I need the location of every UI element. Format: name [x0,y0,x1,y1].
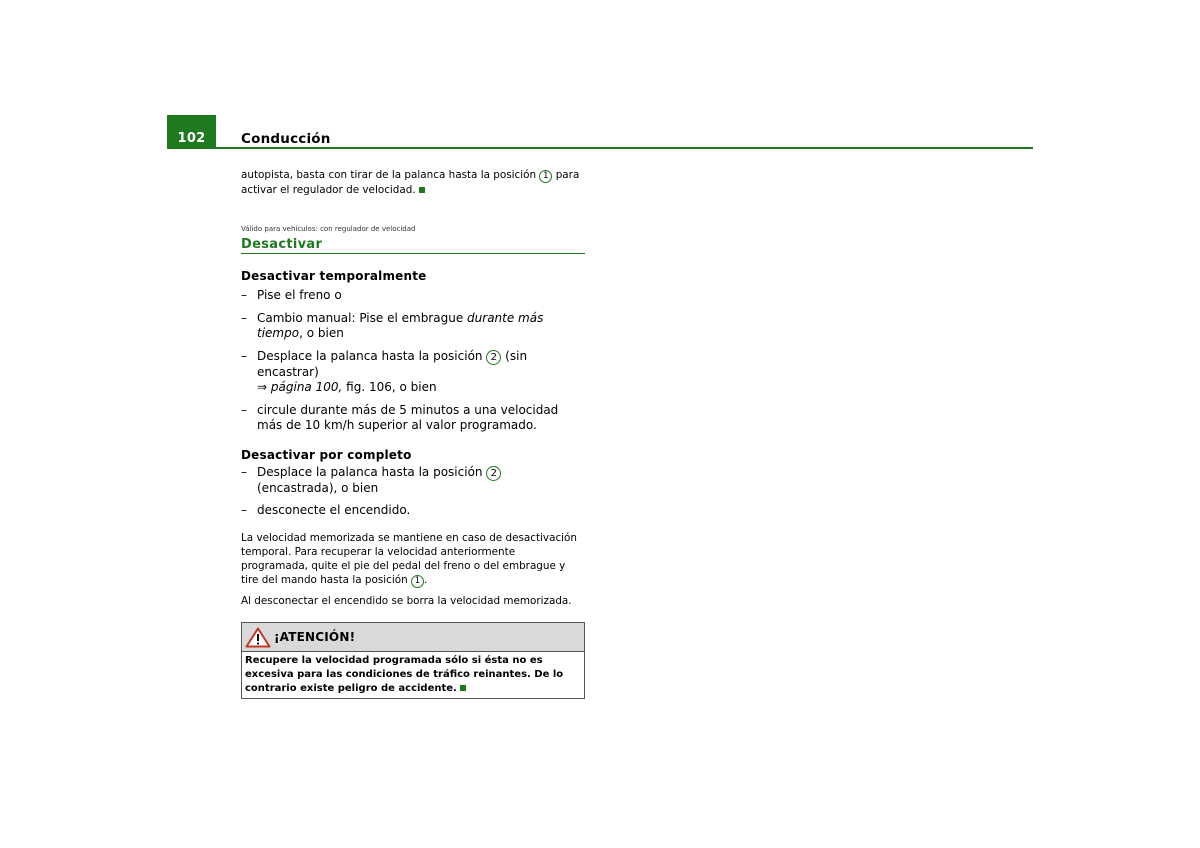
heading-completo: Desactivar por completo [241,447,412,462]
end-mark-icon [419,187,425,193]
position-2-marker: 2 [486,466,501,481]
header-rule [216,147,1033,149]
intro-paragraph [241,168,585,197]
validity-note: Válido para vehículos: con regulador de velocidad [241,225,416,233]
warning-title: ¡ATENCIÓN! [274,629,356,644]
temporal-list [241,288,585,434]
warning-triangle-icon [245,627,271,652]
intro-text: autopista, basta con tirar de la palanca hasta la posición [241,169,537,181]
heading-temporal: Desactivar temporalmente [241,269,427,283]
list-item: – circule durante más de 5 minutos a una velocidad más de 10 km/h superior al valor programado. [241,402,559,432]
list-item: – Desplace la palanca hasta la posición 2 (sin encastrar) ⇒ página 100, fig. 106, o bien [241,348,528,394]
position-2-marker: 2 [486,350,501,365]
memory-paragraph: La velocidad memorizada se mantiene en caso de desactivación temporal. Para recuperar la velocidad anteriormente programada, quite el pie del pedal del freno o del embrague y tire del mando hasta la posición 1 . [241,531,577,586]
end-mark-icon [460,685,466,691]
position-1-marker: 1 [539,170,552,183]
notes [241,531,585,608]
list-item: – desconecte el encendido. [241,503,411,517]
content-column [241,168,585,699]
list-item: – Cambio manual: Pise el embrague durante más tiempo, o bien [241,310,544,340]
list-item: – Desplace la palanca hasta la posición 2 (encastrada), o bien [241,465,585,497]
arrow-icon: ⇒ [257,380,268,394]
page-number: 102 [177,131,206,146]
page-reference-link[interactable]: página 100, [270,380,343,394]
warning-header [242,623,584,652]
completo-list [241,465,585,519]
section-title: Conducción [241,131,331,147]
warning-body: Recupere la velocidad programada sólo si ésta no es excesiva para las condiciones de tráfico reinantes. De lo contrario existe peligro de accidente. [245,654,564,694]
warning-box [241,622,585,699]
position-1-marker: 1 [411,575,424,588]
list-item: – Pise el freno o [241,288,342,302]
heading-desactivar: Desactivar [241,237,585,254]
ignition-paragraph: Al desconectar el encendido se borra la velocidad memorizada. [241,594,572,607]
intro-text-end: para activar el regulador de velocidad. [241,169,580,196]
